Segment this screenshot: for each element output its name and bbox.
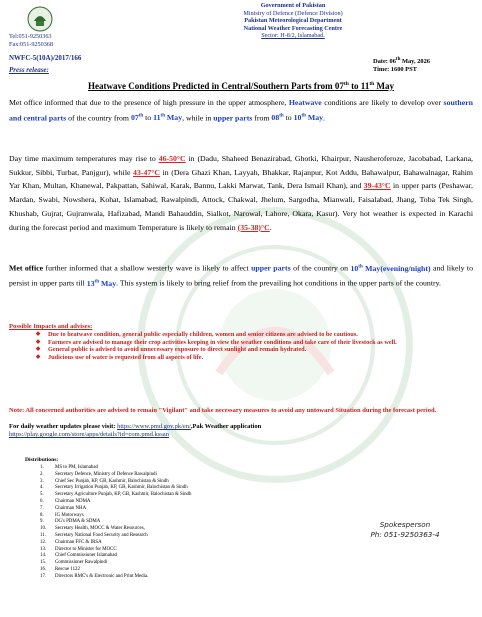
list-item: 11. Secretary National Food Security and Research (40, 532, 148, 538)
list-item: ◆ Farmers are advised to manage their crop activities keeping in view the weather conditions and take care of their livestock as well. (36, 339, 441, 347)
list-item: 8. IG Motorways (40, 512, 84, 518)
spokesperson-block (350, 520, 460, 540)
issue-time: Time: 1600 PST (373, 66, 417, 74)
telephone-number: Tel:051-9250363 (9, 33, 52, 40)
contact-info (9, 33, 53, 48)
list-item: 10. Secretary Health, MOCC & Water Resources, (40, 526, 145, 532)
heatwave-paragraph: Met office informed that due to the presence of high pressure in the upper atmosphere, Heatwave conditions are likely to develop over southern and central parts of the country from 07th to 11th May, while in upper parts from 08th to 10th May. (9, 98, 473, 123)
list-item: ◆ General public is advised to avoid unnecessary exposure to direct sunlight and remain hydrated. (36, 346, 441, 354)
list-item: ◆ Due to heatwave condition, general public especially children, women and senior citizens are advised to be cautious. (36, 331, 441, 339)
list-item: 5. Secretary Agriculture Punjab, KP, GB, Kashmir, Balochistan & Sindh (40, 492, 192, 498)
list-item: 6. Chairman NDMA (40, 498, 91, 504)
spokesperson-title: Spokesperson (379, 520, 431, 529)
list-item: 12. Chairman FFC & IRSA (40, 539, 102, 545)
organization-header (188, 2, 398, 40)
headline: Heatwave Conditions Predicted in Central/Southern Parts from 07th to 11th May (88, 81, 394, 91)
list-item: 13. Director to Minister for MOCC (40, 546, 117, 552)
distribution-list (40, 465, 191, 581)
list-item: ◆ Judicious use of water is requested from all aspects of life. (36, 354, 441, 362)
reference-number: NWFC-5(10A)/2017/166 (9, 54, 82, 62)
org-line: Ministry of Defence (Defence Division) (243, 9, 343, 17)
org-line: Sector: H-8/2, Islamabad. (261, 32, 325, 39)
press-release-label: Press release: (9, 66, 49, 74)
list-item: 7. Chairman NHA (40, 505, 87, 511)
updates-block: For daily weather updates please visit: https://www.pmd.gov.pk/en/,Pak Weather application https://play.google.com/store/apps/details?id=com.pmd.kssan (9, 423, 262, 438)
issue-date: Date: 06th May, 2026 (373, 57, 431, 66)
org-line: Pakistan Meteorological Department (244, 17, 342, 24)
impacts-list (36, 331, 441, 361)
list-item: 14. Chief Commissioner Islamabad (40, 553, 117, 559)
authorities-note: Note: All concerned authorities are advised to remain "Vigilant" and take necessary measures to avoid any untoward Situation during the forecast period. (9, 407, 437, 414)
list-item: 2. Secretary Defence, Ministry of Defence Rawalpindi (40, 471, 157, 477)
westerly-wave-paragraph: Met office further informed that a shallow westerly wave is likely to affect upper parts of the country on 10th May(evening/night) and likely to persist in upper parts till 13th May. This system is likely to bring relief from the prevailing hot conditions in the upper parts of the country. (9, 263, 474, 288)
distribution-title: Distributions: (25, 457, 59, 463)
pakistan-emblem-logo (27, 6, 53, 32)
impacts-title: Possible Impacts and advises: (9, 323, 93, 330)
list-item: 9. DG's PDMA & SDMA (40, 519, 101, 525)
org-line: Government of Pakistan (260, 2, 326, 9)
list-item: 16. Rescue 1122 (40, 566, 80, 572)
list-item: 15. Commissioner Rawalpindi (40, 560, 108, 566)
temperature-paragraph: Day time maximum temperatures may rise to 46-50°C in (Dadu, Shaheed Benazirabad, Ghotki, Khairpur, Nausheroferoze, Jacobabad, Larkana, Sukkur, Sibbi, Turbat, Panjgur), while 43-47°C in (Dera Ghazi Khan, Layyah, Bhakkar, Rajanpur, Kot Addu, Bahawalpur, Bahawalnagar, Rahim Yar Khan, Multan, Khanewal, Pakpattan, Sahiwal, Karak, Bannu, Lakki Marwat, Tank, Dera Ismail Khan), and 39-43°C in upper parts (Peshawar, Mardan, Swabi, Nowshera, Kohat, Islamabad, Rawalpindi, Attock, Chakwal, Jhelum, Sargodha, Mianwali, Faisalabad, Jhang, Toba Tek Singh, Khushab, Gujrat, Gujranwala, Hafizabad, Mandi Bahauddin, Sialkot, Narowal, Lahore, Okara, Kasur). Very hot weather is expected in Karachi during the forecast period and maximum Temperature is likely to remain (35-38)°C. (9, 154, 473, 232)
fax-number: Fax:051-9250368 (9, 40, 53, 48)
pmd-website-link[interactable]: https://www.pmd.gov.pk/en/ (117, 423, 191, 430)
list-item: 17. Directors RMC's & Electronic and Print Media. (40, 573, 149, 579)
list-item: 1. MS to PM, Islamabad (40, 465, 98, 470)
weather-app-link[interactable]: https://play.google.com/store/apps/details?id=com.pmd.kssan (9, 431, 169, 438)
spokesperson-phone: Ph: 051-9250363-4 (370, 530, 440, 539)
date-time-block (373, 56, 430, 74)
org-line: National Weather Forecasting Centre (243, 24, 343, 32)
list-item: 3. Chief Sec Punjab, KP, GB, Kashmir, Balochistan & Sindh (40, 478, 169, 484)
list-item: 4. Secretary Irrigation Punjab, KP, GB, Kashmir, Balochistan & Sindh (40, 485, 188, 491)
